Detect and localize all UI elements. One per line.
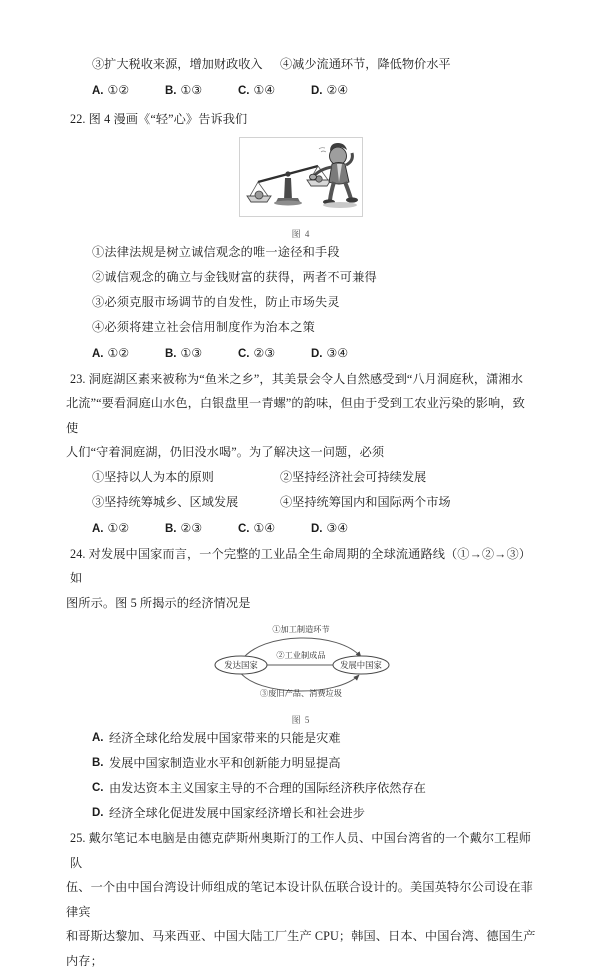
q22-statement-2: ②诚信观念的确立与金钱财富的获得，两者不可兼得 bbox=[92, 269, 377, 284]
q23-answer-b-value: ②③ bbox=[180, 520, 203, 535]
q22-answer-d-key: D. bbox=[311, 347, 323, 360]
q22-figure-wrap bbox=[66, 137, 536, 240]
q24-figure-caption: 图 5 bbox=[291, 715, 311, 725]
q22-answer-b-value: ①③ bbox=[180, 345, 203, 360]
q23-answer-d[interactable] bbox=[311, 515, 384, 542]
q23-statement-4: ④坚持统筹国内和国际两个市场 bbox=[280, 494, 451, 509]
q25-line-1: 25. 戴尔笔记本电脑是由德克萨斯州奥斯汀的工作人员、中国台湾省的一个戴尔工程师队 bbox=[70, 831, 532, 870]
q21-answer-c[interactable] bbox=[238, 77, 311, 104]
q21-stem-options-row bbox=[66, 52, 536, 77]
q24-flow-diagram bbox=[211, 619, 391, 703]
q23-answer-a[interactable] bbox=[92, 515, 165, 542]
q24-choice-c[interactable] bbox=[66, 776, 536, 801]
q24-choice-a[interactable] bbox=[66, 726, 536, 751]
q24-choice-b-key: B. bbox=[92, 757, 104, 769]
q22-statement-4: ④必须将建立社会信用制度作为治本之策 bbox=[92, 319, 315, 334]
q24-choice-c-text: 由发达资本主义国家主导的不合理的国际经济秩序依然存在 bbox=[109, 781, 426, 795]
q23-answer-a-value: ①② bbox=[107, 520, 130, 535]
q21-answer-a-key: A. bbox=[92, 85, 104, 97]
q24-figure-wrap bbox=[66, 619, 536, 726]
node-developing-countries-label: 发展中国家 bbox=[340, 661, 382, 670]
q25-line-3: 和哥斯达黎加、马来西亚、中国大陆工厂生产 CPU；韩国、日本、中国台湾、德国生产内存； bbox=[66, 929, 536, 968]
q23-stem-line-3: 人们“守着洞庭湖，仍旧没水喝”。为了解决这一问题，必须 bbox=[66, 445, 385, 459]
q23-stem-line-2: 北流”“要看洞庭山水色，白银盘里一青螺”的韵味，但由于受到工农业污染的影响，致使 bbox=[66, 396, 525, 435]
q21-answer-b[interactable] bbox=[165, 77, 238, 104]
q21-answer-d-key: D. bbox=[311, 85, 323, 97]
q21-answer-row bbox=[66, 77, 536, 104]
q22-answer-row bbox=[66, 340, 536, 367]
q23-answer-b-key: B. bbox=[165, 522, 177, 535]
flow-label-top: ①加工制造环节 bbox=[272, 625, 330, 634]
q23-statement-row-1 bbox=[66, 465, 536, 490]
q21-answer-b-value: ①③ bbox=[180, 83, 203, 97]
q23-statement-2: ②坚持经济社会可持续发展 bbox=[280, 469, 427, 484]
q23-statement-3: ③坚持统筹城乡、区域发展 bbox=[92, 494, 239, 509]
node-developed-countries-label: 发达国家 bbox=[224, 661, 258, 670]
q21-answer-c-key: C. bbox=[238, 85, 250, 97]
q24-stem-line-1: 24. 对发展中国家而言，一个完整的工业品全生命周期的全球流通路线（①→②→③）如 bbox=[70, 546, 532, 585]
q21-option-4: ④减少流通环节，降低物价水平 bbox=[280, 57, 451, 71]
q21-option-3: ③扩大税收来源，增加财政收入 bbox=[92, 57, 263, 71]
q23-statement-row-2 bbox=[66, 490, 536, 515]
q23-answer-b[interactable] bbox=[165, 515, 238, 542]
q21-answer-c-value: ①④ bbox=[253, 83, 276, 97]
q24-choice-b-text: 发展中国家制造业水平和创新能力明显提高 bbox=[109, 756, 341, 770]
q24-choice-d[interactable] bbox=[66, 801, 536, 826]
q24-choice-b[interactable] bbox=[66, 751, 536, 776]
q22-answer-a[interactable] bbox=[92, 340, 165, 367]
q22-answer-b-key: B. bbox=[165, 347, 177, 360]
q23-stem-line-1: 23. 洞庭湖区素来被称为“鱼米之乡”，其美景会令人自然感受到“八月洞庭秋，潇湘水 bbox=[70, 371, 523, 386]
q24-choice-d-key: D. bbox=[92, 807, 104, 819]
q22-answer-c-key: C. bbox=[238, 347, 250, 360]
q22-answer-d-value: ③④ bbox=[326, 345, 349, 360]
q21-answer-b-key: B. bbox=[165, 85, 177, 97]
q23-answer-row bbox=[66, 515, 536, 542]
cartoon-illustration bbox=[240, 138, 362, 216]
q24-choice-a-text: 经济全球化给发展中国家带来的只能是灾难 bbox=[109, 731, 341, 745]
q21-answer-d[interactable] bbox=[311, 77, 384, 104]
q23-answer-c-value: ①④ bbox=[253, 520, 276, 535]
flow-label-middle: ②工业制成品 bbox=[276, 651, 326, 660]
q23-statement-1: ①坚持以人为本的原则 bbox=[92, 469, 214, 484]
flow-label-bottom: ③废旧产品、消费垃圾 bbox=[260, 689, 342, 698]
q24-choice-c-key: C. bbox=[92, 782, 104, 794]
q22-answer-b[interactable] bbox=[165, 340, 238, 367]
q21-answer-a-value: ①② bbox=[107, 83, 130, 97]
q22-answer-c[interactable] bbox=[238, 340, 311, 367]
q21-answer-a[interactable] bbox=[92, 77, 165, 104]
q22-cartoon-figure bbox=[239, 137, 363, 217]
q22-answer-a-value: ①② bbox=[107, 345, 130, 360]
q25-line-2: 伍、一个由中国台湾设计师组成的笔记本设计队伍联合设计的。美国英特尔公司设在菲律宾 bbox=[66, 880, 533, 919]
q22-answer-c-value: ②③ bbox=[253, 345, 276, 360]
q22-figure-caption: 图 4 bbox=[291, 228, 311, 239]
q22-stem: 22. 图 4 漫画《“轻”心》告诉我们 bbox=[70, 112, 248, 126]
q22-answer-d[interactable] bbox=[311, 340, 384, 367]
q23-answer-d-value: ③④ bbox=[326, 520, 349, 535]
q23-answer-c-key: C. bbox=[238, 522, 250, 535]
q23-answer-d-key: D. bbox=[311, 522, 323, 535]
q23-answer-c[interactable] bbox=[238, 515, 311, 542]
q22-statement-3: ③必须克服市场调节的自发性，防止市场失灵 bbox=[92, 294, 340, 309]
global-flow-diagram bbox=[211, 619, 391, 703]
q24-choice-a-key: A. bbox=[92, 732, 104, 744]
q21-answer-d-value: ②④ bbox=[326, 83, 349, 97]
q22-answer-a-key: A. bbox=[92, 347, 104, 360]
q24-stem-line-2: 图所示。图 5 所揭示的经济情况是 bbox=[66, 595, 251, 610]
page-content bbox=[66, 52, 536, 973]
q23-answer-a-key: A. bbox=[92, 522, 104, 535]
q24-choice-d-text: 经济全球化促进发展中国家经济增长和社会进步 bbox=[109, 806, 365, 820]
q22-statement-1: ①法律法规是树立诚信观念的唯一途径和手段 bbox=[92, 244, 340, 259]
